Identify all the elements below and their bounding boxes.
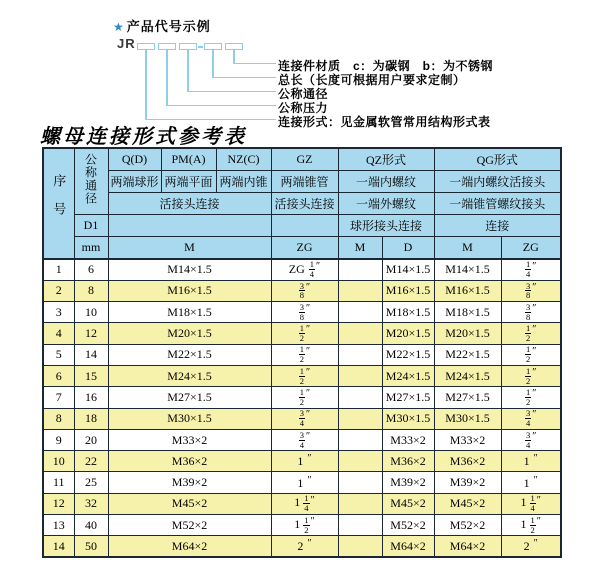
table-title: 螺母连接形式参考表: [40, 124, 247, 148]
header-qz-join: 球形接头连接: [338, 214, 434, 236]
cell-seq: 3: [43, 302, 74, 323]
cell-m: M20×1.5: [108, 323, 271, 344]
cell-dn: 50: [74, 536, 108, 557]
code-box-3: [179, 43, 197, 50]
connector-line: [233, 50, 235, 64]
cell-qz-m: [338, 515, 382, 536]
cell-qz-m: [338, 259, 382, 280]
cell-dn: 32: [74, 493, 108, 514]
cell-dn: 12: [74, 323, 108, 344]
cell-qz-d: M20×1.5: [382, 323, 434, 344]
cell-qz-m: [338, 493, 382, 514]
cell-dn: 16: [74, 387, 108, 408]
cell-qz-m: [338, 451, 382, 472]
table-body: [43, 259, 561, 557]
header-gz-desc: 两端锥管: [271, 170, 338, 192]
cell-seq: 4: [43, 323, 74, 344]
header-blank-union: [108, 214, 271, 236]
table-row: [43, 344, 561, 365]
code-prefix: JR: [117, 36, 136, 51]
cell-dn: 22: [74, 451, 108, 472]
label-nominal-diameter: 公称通径: [278, 87, 329, 101]
cell-qg-zg: $\frac{3}{8}$ ″: [501, 280, 561, 301]
cell-qz-d: M16×1.5: [382, 280, 434, 301]
connector-line: [166, 105, 276, 107]
header-union-join: 活接头连接: [108, 192, 271, 214]
cell-gz-zg: 1 $\frac{1}{4}$ ″: [271, 493, 338, 514]
cell-m: M30×1.5: [108, 408, 271, 429]
cell-dn: 18: [74, 408, 108, 429]
cell-qg-m: M64×2: [434, 536, 501, 557]
cell-gz-zg: $\frac{3}{8}$ ″: [271, 280, 338, 301]
header-q: Q(D): [108, 148, 161, 170]
cell-dn: 6: [74, 259, 108, 280]
cell-qg-zg: 2 ″: [501, 536, 561, 557]
code-box-4: [204, 43, 222, 50]
product-code-heading: [113, 16, 211, 35]
cell-seq: 9: [43, 429, 74, 450]
cell-dn: 20: [74, 429, 108, 450]
nut-connection-table: [42, 147, 562, 558]
cell-qg-m: M22×1.5: [434, 344, 501, 365]
cell-m: M16×1.5: [108, 280, 271, 301]
label-connector-material: 连接件材质 c：为碳钢 b：为不锈钢: [278, 59, 494, 73]
cell-qg-zg: $\frac{1}{2}$ ″: [501, 387, 561, 408]
cell-qg-zg: $\frac{3}{4}$ ″: [501, 429, 561, 450]
header-pm: PM(A): [161, 148, 216, 170]
cell-m: M33×2: [108, 429, 271, 450]
table-header: [43, 148, 561, 259]
table-row: [43, 323, 561, 344]
cell-m: M45×2: [108, 493, 271, 514]
header-qz-d: D: [382, 236, 434, 259]
cell-m: M24×1.5: [108, 365, 271, 386]
cell-qz-d: M39×2: [382, 472, 434, 493]
cell-qz-d: M33×2: [382, 429, 434, 450]
code-box-2: [158, 43, 176, 50]
header-blank-gz: [271, 214, 338, 236]
cell-qz-d: M22×1.5: [382, 344, 434, 365]
cell-qz-d: M64×2: [382, 536, 434, 557]
cell-qz-m: [338, 344, 382, 365]
cell-qg-m: M30×1.5: [434, 408, 501, 429]
cell-qg-zg: 1 ″: [501, 451, 561, 472]
cell-seq: 10: [43, 451, 74, 472]
header-qg-zg: ZG: [501, 236, 561, 259]
cell-seq: 12: [43, 493, 74, 514]
code-dash: [198, 46, 203, 48]
table-row: [43, 280, 561, 301]
cell-m: M18×1.5: [108, 302, 271, 323]
cell-qz-m: [338, 536, 382, 557]
cell-gz-zg: ZG $\frac{1}{4}$ ″: [271, 259, 338, 280]
cell-qz-d: M45×2: [382, 493, 434, 514]
header-qg: QG形式: [434, 148, 561, 170]
cell-dn: 15: [74, 365, 108, 386]
cell-qg-m: M39×2: [434, 472, 501, 493]
table-row: [43, 259, 561, 280]
connector-line: [233, 63, 276, 65]
cell-gz-zg: $\frac{3}{4}$ ″: [271, 429, 338, 450]
cell-qg-zg: $\frac{1}{2}$ ″: [501, 365, 561, 386]
cell-gz-zg: $\frac{1}{2}$ ″: [271, 387, 338, 408]
cell-m: M52×2: [108, 515, 271, 536]
cell-qz-d: M24×1.5: [382, 365, 434, 386]
header-gz-join: 活接头连接: [271, 192, 338, 214]
cell-qg-zg: $\frac{1}{2}$ ″: [501, 344, 561, 365]
cell-gz-zg: $\frac{1}{2}$ ″: [271, 323, 338, 344]
header-d1: D1: [74, 214, 108, 236]
cell-qg-m: M36×2: [434, 451, 501, 472]
cell-qg-m: M24×1.5: [434, 365, 501, 386]
cell-qg-m: M16×1.5: [434, 280, 501, 301]
cell-m: M22×1.5: [108, 344, 271, 365]
cell-dn: 10: [74, 302, 108, 323]
header-qz-m: M: [338, 236, 382, 259]
cell-qz-d: M27×1.5: [382, 387, 434, 408]
cell-qz-m: [338, 429, 382, 450]
cell-dn: 8: [74, 280, 108, 301]
cell-qz-d: M52×2: [382, 515, 434, 536]
cell-gz-zg: $\frac{3}{4}$ ″: [271, 408, 338, 429]
cell-qz-m: [338, 387, 382, 408]
cell-dn: 14: [74, 344, 108, 365]
cell-qz-d: M36×2: [382, 451, 434, 472]
header-qz-desc1: 一端内螺纹: [338, 170, 434, 192]
table-row: [43, 429, 561, 450]
header-q-desc: 两端球形: [108, 170, 161, 192]
cell-qg-zg: $\frac{1}{4}$ ″: [501, 259, 561, 280]
header-seq: 序号: [43, 148, 74, 259]
code-box-1: [137, 43, 155, 50]
table-row: [43, 408, 561, 429]
cell-gz-zg: 1 $\frac{1}{2}$ ″: [271, 515, 338, 536]
product-code-heading-text: 产品代号示例: [126, 19, 211, 34]
table-row: [43, 451, 561, 472]
table-row: [43, 302, 561, 323]
connector-line: [145, 50, 147, 120]
cell-gz-zg: 2 ″: [271, 536, 338, 557]
cell-gz-zg: $\frac{1}{2}$ ″: [271, 344, 338, 365]
cell-dn: 40: [74, 515, 108, 536]
label-total-length: 总长（长度可根据用户要求定制）: [278, 73, 466, 87]
table-row: [43, 472, 561, 493]
cell-seq: 7: [43, 387, 74, 408]
cell-qz-d: M14×1.5: [382, 259, 434, 280]
cell-m: M64×2: [108, 536, 271, 557]
table-row: [43, 365, 561, 386]
cell-seq: 5: [43, 344, 74, 365]
cell-qg-zg: $\frac{1}{2}$ ″: [501, 323, 561, 344]
label-nominal-pressure: 公称压力: [278, 101, 329, 115]
cell-qg-zg: 1 ″: [501, 472, 561, 493]
cell-m: M14×1.5: [108, 259, 271, 280]
header-m: M: [108, 236, 271, 259]
cell-qz-m: [338, 365, 382, 386]
cell-qz-d: M30×1.5: [382, 408, 434, 429]
header-nz-desc: 两端内锥: [216, 170, 271, 192]
cell-qg-m: M45×2: [434, 493, 501, 514]
cell-seq: 13: [43, 515, 74, 536]
cell-qg-m: M27×1.5: [434, 387, 501, 408]
cell-qz-m: [338, 472, 382, 493]
table-row: [43, 387, 561, 408]
cell-qz-m: [338, 302, 382, 323]
cell-gz-zg: 1 ″: [271, 451, 338, 472]
cell-m: M36×2: [108, 451, 271, 472]
header-qg-desc1: 一端内螺纹活接头: [434, 170, 561, 192]
connector-line: [187, 50, 189, 92]
cell-qz-m: [338, 323, 382, 344]
cell-qg-zg: $\frac{3}{4}$ ″: [501, 408, 561, 429]
header-dn: 公称通径: [74, 148, 108, 214]
header-qg-desc2: 一端锥管螺纹接头: [434, 192, 561, 214]
cell-qz-m: [338, 408, 382, 429]
cell-qg-m: M52×2: [434, 515, 501, 536]
table-row: [43, 515, 561, 536]
connector-line: [212, 50, 214, 78]
label-connection-form: 连接形式：见金属软管常用结构形式表: [278, 115, 491, 129]
header-qz-desc2: 一端外螺纹: [338, 192, 434, 214]
header-gz: GZ: [271, 148, 338, 170]
header-qg-join: 连接: [434, 214, 561, 236]
header-zg: ZG: [271, 236, 338, 259]
cell-qg-m: M20×1.5: [434, 323, 501, 344]
cell-qz-m: [338, 280, 382, 301]
cell-qg-zg: 1 $\frac{1}{2}$ ″: [501, 515, 561, 536]
cell-m: M39×2: [108, 472, 271, 493]
cell-seq: 8: [43, 408, 74, 429]
header-qg-m: M: [434, 236, 501, 259]
connector-line: [187, 91, 276, 93]
cell-m: M27×1.5: [108, 387, 271, 408]
cell-gz-zg: 1 ″: [271, 472, 338, 493]
code-box-5: [225, 43, 243, 50]
cell-qg-m: M33×2: [434, 429, 501, 450]
connector-line: [166, 50, 168, 106]
cell-seq: 14: [43, 536, 74, 557]
star-icon: ★: [113, 20, 125, 34]
connector-line: [212, 77, 276, 79]
cell-qg-m: M14×1.5: [434, 259, 501, 280]
cell-qz-d: M18×1.5: [382, 302, 434, 323]
table-row: [43, 536, 561, 557]
cell-gz-zg: $\frac{1}{2}$ ″: [271, 365, 338, 386]
header-unit: mm: [74, 236, 108, 259]
cell-seq: 6: [43, 365, 74, 386]
cell-seq: 1: [43, 259, 74, 280]
header-qz: QZ形式: [338, 148, 434, 170]
cell-qg-zg: $\frac{3}{8}$ ″: [501, 302, 561, 323]
header-nz: NZ(C): [216, 148, 271, 170]
table-row: [43, 493, 561, 514]
cell-dn: 25: [74, 472, 108, 493]
cell-seq: 2: [43, 280, 74, 301]
cell-qg-m: M18×1.5: [434, 302, 501, 323]
cell-gz-zg: $\frac{3}{8}$ ″: [271, 302, 338, 323]
cell-seq: 11: [43, 472, 74, 493]
cell-qg-zg: 1 $\frac{1}{4}$ ″: [501, 493, 561, 514]
header-pm-desc: 两端平面: [161, 170, 216, 192]
